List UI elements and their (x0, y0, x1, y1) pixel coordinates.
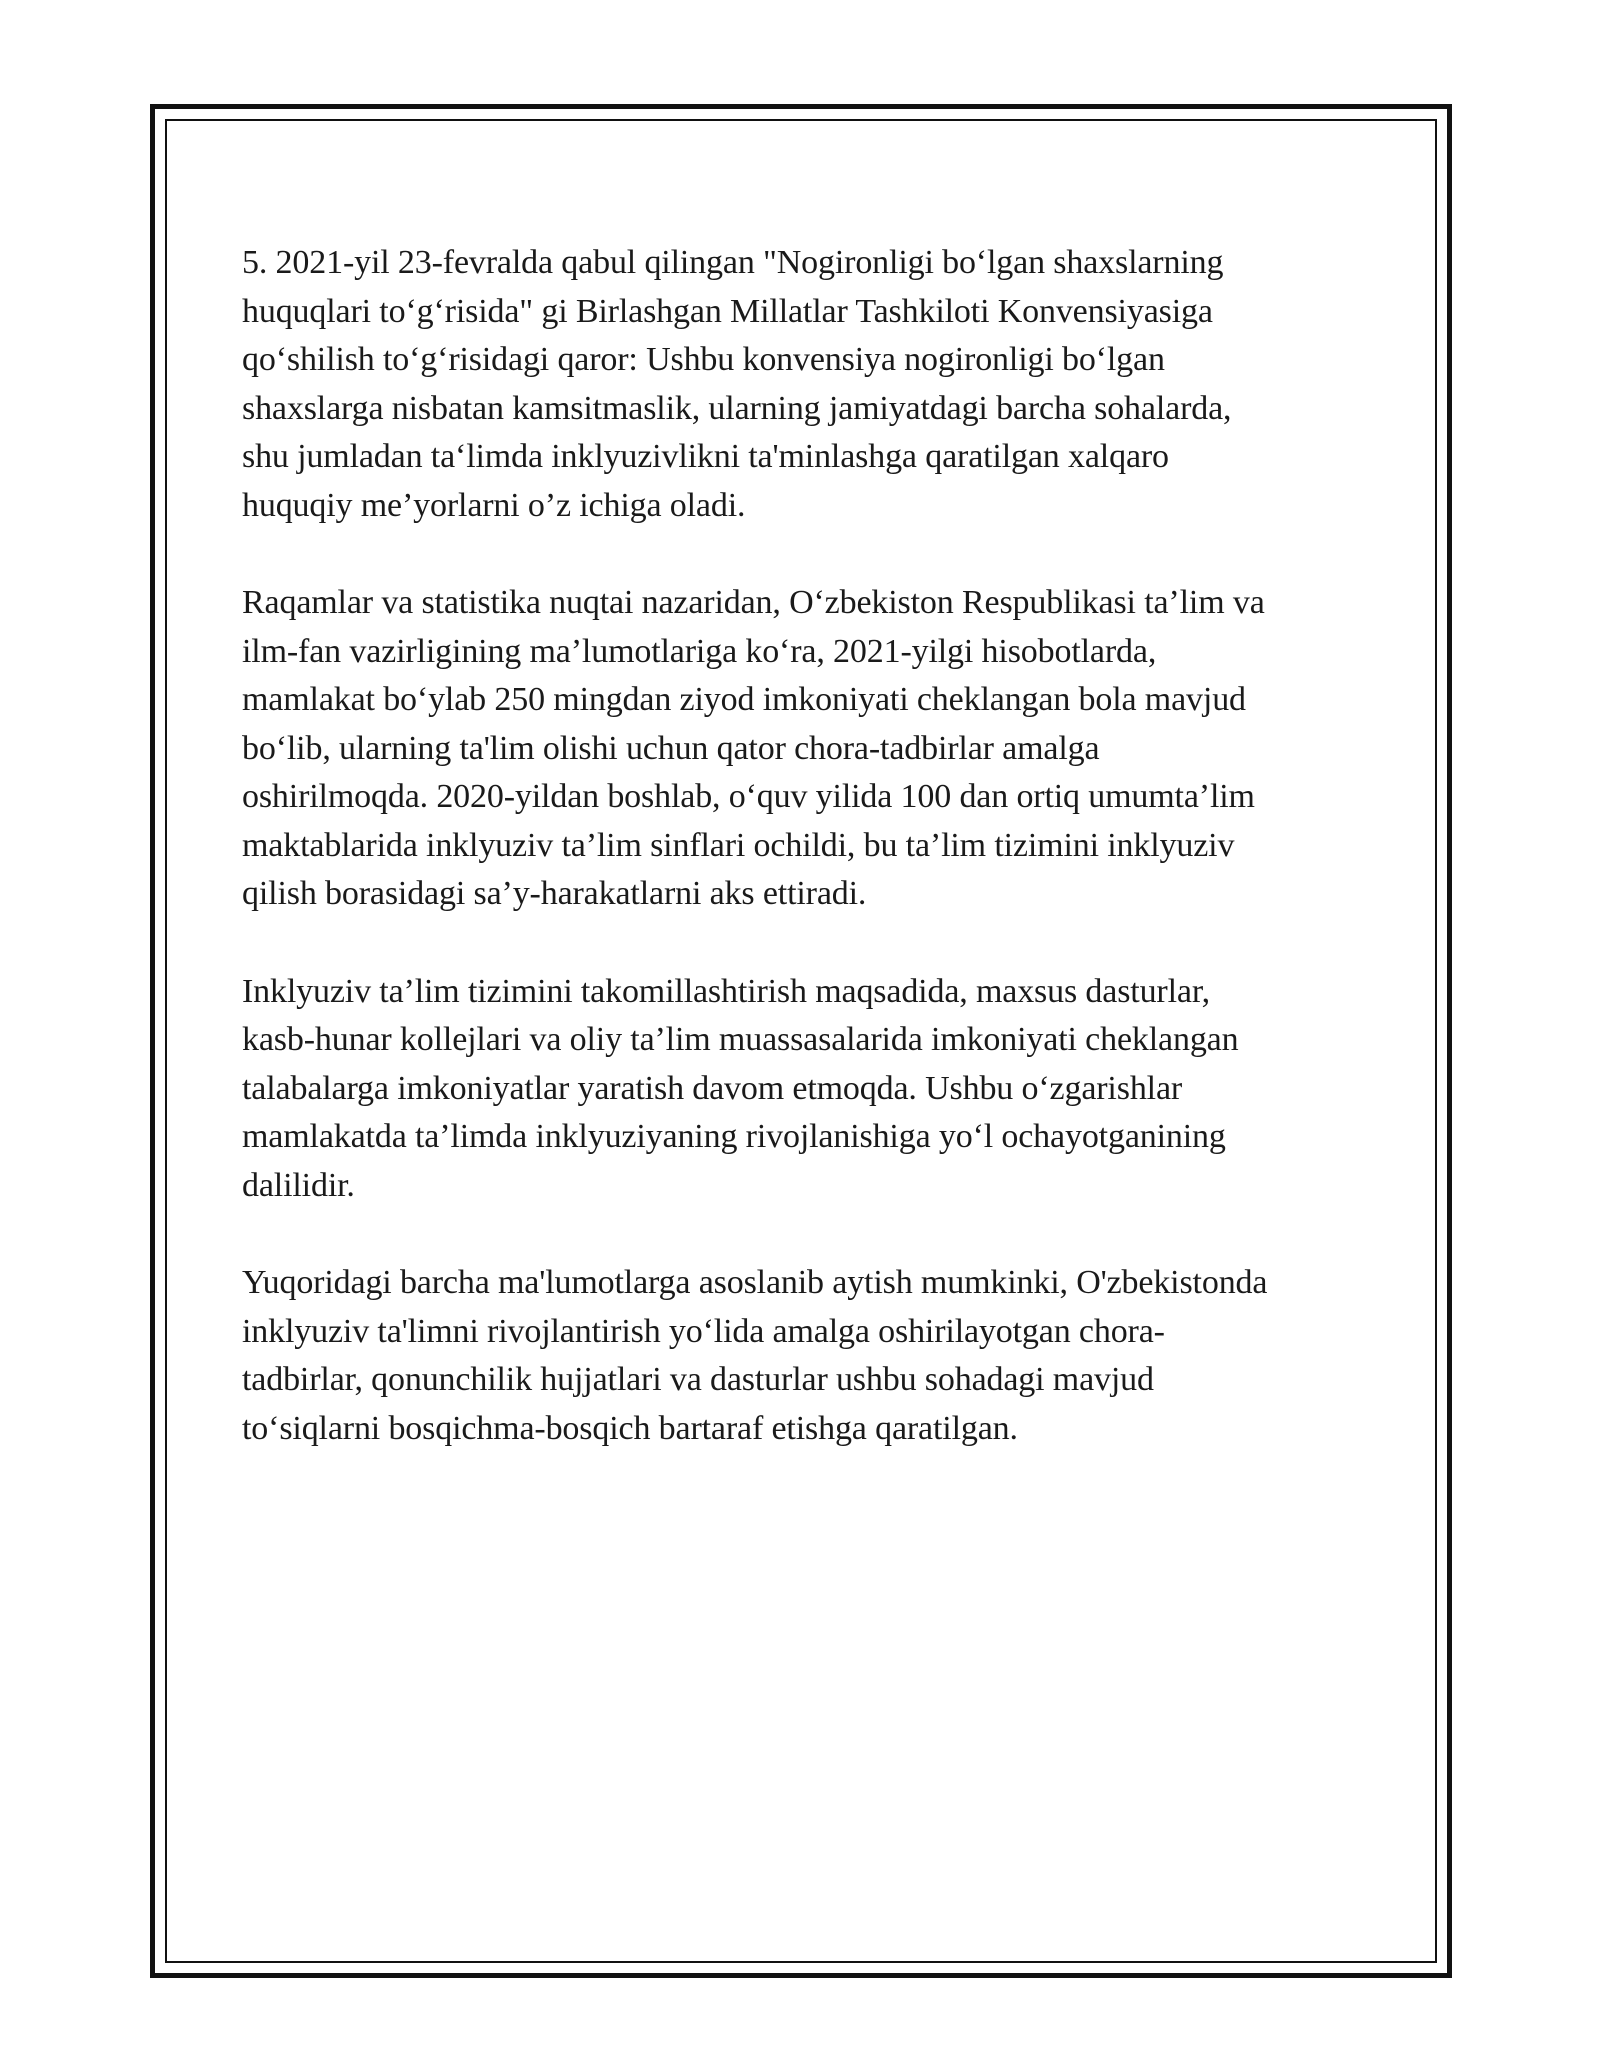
text-line: tadbirlar, qonunchilik hujjatlari va dasturlar ushbu sohadagi mavjud (242, 1361, 1154, 1398)
text-line: Raqamlar va statistika nuqtai nazaridan, O‘zbekiston Respublikasi ta’lim va (242, 584, 1265, 621)
text-line: bo‘lib, ularning ta'lim olishi uchun qator chora-tadbirlar amalga (242, 729, 1100, 767)
text-line: Inklyuziv ta’lim tizimini takomillashtirish maqsadida, maxsus dasturlar, (242, 972, 1210, 1010)
text-line: shaxslarga nisbatan kamsitmaslik, ularning jamiyatdagi barcha sohalarda, (242, 389, 1232, 427)
paragraph-conclusion (242, 1259, 1382, 1453)
paragraph-statistics (242, 579, 1382, 919)
text-line: talabalarga imkoniyatlar yaratish davom etmoqda. Ushbu o‘zgarishlar (242, 1069, 1183, 1107)
paragraph-convention (242, 239, 1382, 530)
text-line: Yuqoridagi barcha ma'lumotlarga asoslanib aytish mumkinki, O'zbekistonda (242, 1264, 1268, 1301)
text-line: inklyuziv ta'limni rivojlantirish yo‘lida amalga oshirilayotgan chora- (242, 1312, 1165, 1350)
text-line: 5. 2021-yil 23-fevralda qabul qilingan "Nogironligi bo‘lgan shaxslarning (242, 244, 1224, 281)
page-border-inner (165, 119, 1437, 1963)
text-line: huquqlari to‘g‘risida" gi Birlashgan Millatlar Tashkiloti Konvensiyasiga (242, 292, 1213, 330)
text-line: dalilidir. (242, 1166, 355, 1204)
text-line: maktablarida inklyuziv ta’lim sinflari ochildi, bu ta’lim tizimini inklyuziv (242, 826, 1235, 864)
text-line: mamlakat bo‘ylab 250 mingdan ziyod imkoniyati cheklangan bola mavjud (242, 681, 1246, 718)
text-line: mamlakatda ta’limda inklyuziyaning rivojlanishiga yo‘l ochayotganining (242, 1118, 1226, 1155)
paragraph-improvement (242, 968, 1382, 1211)
page-border-outer (150, 104, 1452, 1978)
text-line: qilish borasidagi sa’y-harakatlarni aks ettiradi. (242, 875, 867, 912)
text-line: kasb-hunar kollejlari va oliy ta’lim muassasalarida imkoniyati cheklangan (242, 1021, 1239, 1058)
document-body (242, 239, 1382, 1502)
text-line: shu jumladan ta‘limda inklyuzivlikni ta'minlashga qaratilgan xalqaro (242, 438, 1169, 475)
text-line: huquqiy me’yorlarni o’z ichiga oladi. (242, 486, 746, 524)
text-line: to‘siqlarni bosqichma-bosqich bartaraf etishga qaratilgan. (242, 1409, 1018, 1447)
text-line: qo‘shilish to‘g‘risidagi qaror: Ushbu konvensiya nogironligi bo‘lgan (242, 341, 1165, 378)
text-line: oshirilmoqda. 2020-yildan boshlab, o‘quv yilida 100 dan ortiq umumta’lim (242, 778, 1255, 815)
text-line: ilm-fan vazirligining ma’lumotlariga ko‘ra, 2021-yilgi hisobotlarda, (242, 632, 1157, 670)
